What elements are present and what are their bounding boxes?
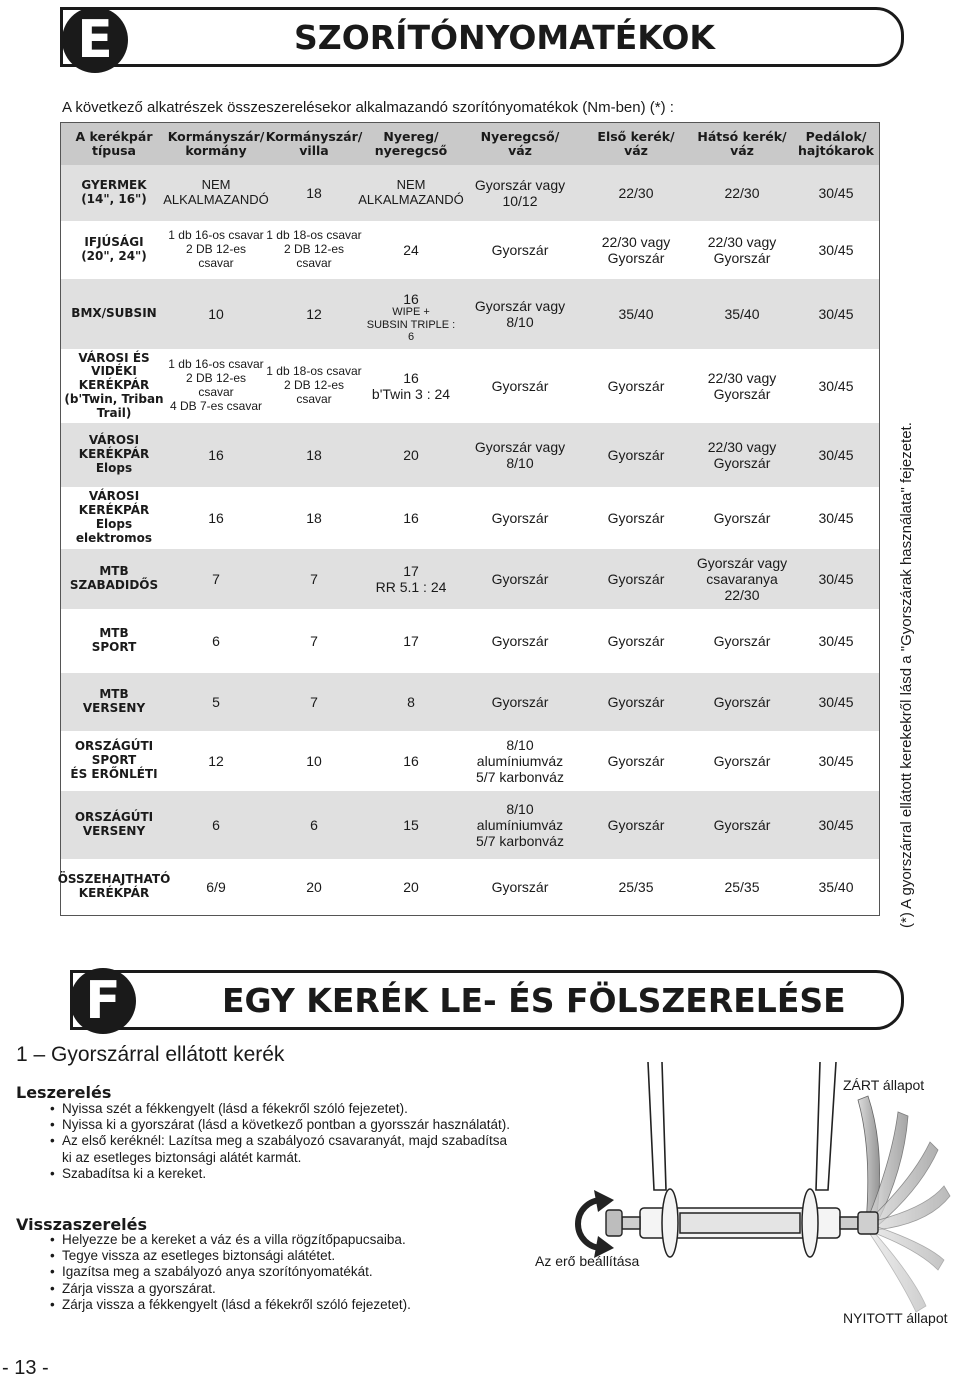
table-cell: 16: [208, 509, 224, 526]
row-label: GYERMEK (14", 16"): [81, 178, 147, 206]
table-cell: 35/40: [724, 305, 760, 322]
list-item: • Helyezze be a kereket a váz és a villa rögzítőpapucsaiba.: [50, 1232, 520, 1248]
row-label: MTB VERSENY: [82, 687, 146, 715]
fork-left-icon: [648, 1062, 666, 1190]
row-label: VÁROSI KERÉKPÁR Elops: [78, 433, 150, 475]
table-cell: 22/30: [724, 184, 760, 201]
list-item: • Zárja vissza a fékkengyelt (lásd a fékekről szóló fejezetet).: [50, 1297, 520, 1313]
row-label: IFJÚSÁGI (20", 24"): [81, 235, 147, 263]
table-cell: 22/30 vagy Gyorszár: [707, 233, 777, 266]
table-cell: 30/45: [818, 570, 854, 587]
closed-label: ZÁRT állapot: [843, 1077, 925, 1093]
table-cell: 30/45: [818, 752, 854, 769]
table-cell: Gyorszár: [491, 632, 549, 649]
list-item: • Az első keréknél: Lazítsa meg a szabályozó csavaranyát, majd szabadítsa ki az esetleges biztonsági alátét karmát.: [50, 1133, 520, 1165]
section-f-badge: F: [70, 968, 136, 1034]
table-cell: Gyorszár vagy csavaranya 22/30: [696, 554, 788, 604]
table-cell: 16: [403, 509, 419, 526]
column-header: A kerékpár típusa: [75, 128, 153, 158]
table-cell: 7: [310, 570, 318, 587]
table-cell: NEM ALKALMAZANDÓ: [358, 177, 464, 207]
row-label: VÁROSI ÉS VIDÉKI KERÉKPÁR (b'Twin, Triban Trail): [64, 350, 164, 420]
open-label: NYITOTT állapot: [843, 1310, 948, 1326]
table-cell: 6/9: [206, 878, 226, 895]
table-cell: 12: [208, 752, 224, 769]
side-note: (*) A gyorszárral ellátott kerekekről lásd a "Gyorszárak használata" fejezetet.: [898, 422, 915, 928]
table-cell: Gyorszár: [607, 446, 665, 463]
table-cell: Gyorszár: [607, 816, 665, 833]
table-cell: 18: [306, 509, 322, 526]
table-cell: 16: [208, 446, 224, 463]
removal-list: [50, 1101, 520, 1182]
hub-icon: [622, 1189, 858, 1257]
table-cell: Gyorszár: [713, 693, 771, 710]
table-cell: 30/45: [818, 241, 854, 258]
removal-heading: Leszerelés: [16, 1083, 112, 1102]
table-cell: 6: [212, 632, 220, 649]
table-cell: NEM ALKALMAZANDÓ: [163, 177, 269, 207]
torque-table: [57, 122, 880, 916]
table-cell: 22/30 vagy Gyorszár: [707, 438, 777, 471]
column-header: Hátsó kerék/ váz: [697, 128, 787, 158]
table-cell: Gyorszár: [607, 570, 665, 587]
table-cell: 30/45: [818, 377, 854, 394]
list-item: • Nyissa ki a gyorszárat (lásd a következő pontban a gyorsszár használatát).: [50, 1117, 520, 1133]
table-cell: Gyorszár: [607, 752, 665, 769]
column-header: Kormányszár/ kormány: [167, 128, 265, 158]
table-cell: 5: [212, 693, 220, 710]
table-cell: 22/30 vagy Gyorszár: [707, 369, 777, 402]
table-cell: Gyorszár: [607, 377, 665, 394]
row-label: MTB SPORT: [91, 626, 137, 654]
row-label: MTB SZABADIDŐS: [69, 564, 159, 592]
table-cell: 17 RR 5.1 : 24: [375, 562, 447, 595]
table-cell: 16 b'Twin 3 : 24: [371, 369, 451, 402]
table-cell: 10: [306, 752, 322, 769]
table-cell: 22/30 vagy Gyorszár: [601, 233, 671, 266]
table-cell: 7: [310, 632, 318, 649]
table-cell: Gyorszár: [607, 693, 665, 710]
table-cell: 30/45: [818, 446, 854, 463]
subtitle: 1 – Gyorszárral ellátott kerék: [16, 1043, 285, 1066]
column-header: Nyereg/ nyeregcső: [374, 128, 448, 158]
column-header: Pedálok/ hajtókarok: [798, 128, 874, 158]
list-item: • Igazítsa meg a szabályozó anya szorítónyomatékát.: [50, 1264, 520, 1280]
row-label: VÁROSI KERÉKPÁR Elops elektromos: [75, 489, 153, 545]
lever-cam-icon: [858, 1212, 878, 1234]
table-cell: Gyorszár: [491, 377, 549, 394]
table-cell: 30/45: [818, 816, 854, 833]
table-cell: 30/45: [818, 632, 854, 649]
column-header: Kormányszár/ villa: [265, 128, 363, 158]
table-cell: Gyorszár: [491, 878, 549, 895]
table-cell: 8/10 alumíniumváz 5/7 karbonváz: [476, 736, 564, 786]
table-cell: 18: [306, 446, 322, 463]
column-header: Első kerék/ váz: [597, 128, 675, 158]
table-cell: 22/30: [618, 184, 654, 201]
table-cell: 35/40: [618, 305, 654, 322]
table-cell: 25/35: [618, 878, 654, 895]
table-cell: 30/45: [818, 184, 854, 201]
table-cell: 30/45: [818, 305, 854, 322]
table-cell: Gyorszár: [491, 570, 549, 587]
table-cell: Gyorszár: [607, 632, 665, 649]
table-cell: Gyorszár: [713, 509, 771, 526]
table-cell: 6: [310, 816, 318, 833]
page-number: - 13 -: [2, 1357, 49, 1379]
list-item: • Nyissa szét a fékkengyelt (lásd a fékekről szóló fejezetet).: [50, 1101, 520, 1117]
table-cell: Gyorszár vagy 10/12: [474, 176, 566, 209]
table-cell: 16: [403, 752, 419, 769]
table-cell: 8: [407, 693, 415, 710]
table-cell: 10: [208, 305, 224, 322]
lever-fan-icon: [858, 1096, 950, 1312]
table-cell: 18: [306, 184, 322, 201]
table-cell: 35/40: [818, 878, 854, 895]
table-cell: 15: [403, 816, 419, 833]
table-cell: Gyorszár: [713, 816, 771, 833]
list-item: • Zárja vissza a gyorszárat.: [50, 1281, 520, 1297]
table-cell: 16: [403, 290, 419, 307]
table-cell: 7: [212, 570, 220, 587]
table-cell: Gyorszár: [607, 509, 665, 526]
row-label: ORSZÁGÚTI SPORT ÉS ERŐNLÉTI: [70, 739, 158, 781]
table-cell: 24: [403, 241, 419, 258]
table-cell: 20: [403, 446, 419, 463]
table-cell: 12: [306, 305, 322, 322]
install-heading: Visszaszerelés: [16, 1215, 148, 1234]
table-cell: 1 db 18-os csavar 2 DB 12-es csavar: [266, 228, 362, 270]
table-cell: Gyorszár: [491, 241, 549, 258]
list-item: • Tegye vissza az esetleges biztonsági alátétet.: [50, 1248, 520, 1264]
table-cell: 8/10 alumíniumváz 5/7 karbonváz: [476, 800, 564, 850]
list-item: • Szabadítsa ki a kereket.: [50, 1166, 520, 1182]
row-label: ORSZÁGÚTI VERSENY: [74, 810, 154, 838]
intro-text: A következő alkatrészek összeszerelésekor alkalmazandó szorítónyomatékok (Nm-ben) (*) :: [62, 99, 674, 116]
table-cell: WIPE + SUBSIN TRIPLE : 6: [366, 306, 456, 344]
fork-right-icon: [816, 1062, 836, 1190]
table-cell: 30/45: [818, 693, 854, 710]
row-label: BMX/SUBSIN: [71, 306, 157, 321]
table-cell: Gyorszár: [713, 752, 771, 769]
table-cell: Gyorszár: [491, 509, 549, 526]
table-cell: Gyorszár: [491, 693, 549, 710]
table-cell: 1 db 16-os csavar 2 DB 12-es csavar 4 DB 7-es csavar: [168, 357, 264, 413]
table-cell: 20: [306, 878, 322, 895]
table-cell: 25/35: [724, 878, 760, 895]
adjust-nut-icon: [578, 1190, 622, 1258]
table-cell: 30/45: [818, 509, 854, 526]
row-label: ÖSSZEHAJTHATÓ KERÉKPÁR: [57, 872, 171, 900]
section-f-title: EGY KERÉK LE- ÉS FÖLSZERELÉSE: [222, 981, 846, 1020]
table-cell: Gyorszár vagy 8/10: [474, 438, 566, 471]
table-cell: 1 db 18-os csavar 2 DB 12-es csavar: [266, 364, 362, 406]
table-cell: 6: [212, 816, 220, 833]
table-cell: 20: [403, 878, 419, 895]
table-cell: Gyorszár vagy 8/10: [474, 297, 566, 330]
force-label: Az erő beállítása: [535, 1253, 640, 1269]
table-cell: Gyorszár: [713, 632, 771, 649]
table-cell: 1 db 16-os csavar 2 DB 12-es csavar: [168, 228, 264, 270]
section-e-badge: E: [62, 7, 128, 73]
column-header: Nyeregcső/ váz: [480, 128, 560, 158]
table-cell: 17: [403, 632, 419, 649]
section-e-title: SZORÍTÓNYOMATÉKOK: [294, 18, 715, 57]
install-list: [50, 1232, 520, 1313]
table-cell: 7: [310, 693, 318, 710]
